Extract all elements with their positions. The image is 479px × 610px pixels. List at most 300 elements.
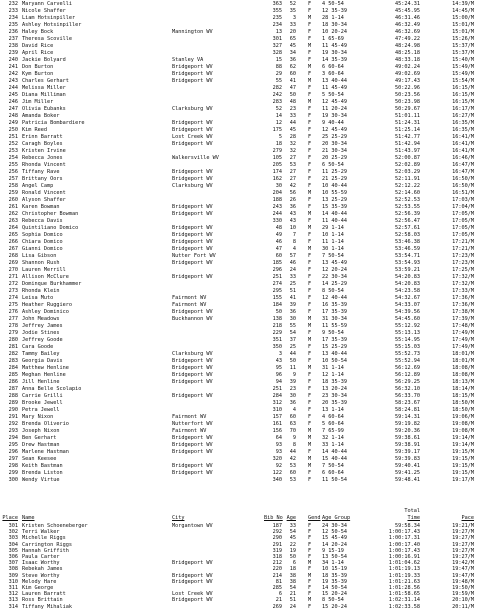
cell-gender: F <box>308 232 312 238</box>
table-row <box>0 155 479 162</box>
cell-gender: F <box>308 106 312 112</box>
table-row <box>0 218 479 225</box>
cell-pace: 17:23/M <box>452 253 474 259</box>
cell-name: Ashley Hotsinpiller <box>22 22 82 28</box>
cell-bib: 285 <box>272 585 282 591</box>
cell-time: 46:31.46 <box>395 15 420 21</box>
cell-gender: F <box>308 591 312 598</box>
cell-gender: F <box>308 302 312 308</box>
cell-gender: M <box>308 597 312 604</box>
cell-pace: 19:14/M <box>452 442 474 448</box>
cell-bib: 156 <box>272 428 282 434</box>
cell-age: 33 <box>289 22 296 28</box>
header-name: Name <box>22 515 35 521</box>
cell-gender: M <box>308 246 312 252</box>
cell-bib: 94 <box>275 379 282 385</box>
cell-pace: 15:01/M <box>452 22 474 28</box>
cell-bib: 363 <box>272 1 282 7</box>
cell-name: Theresa Scoville <box>22 36 72 42</box>
cell-bib: 205 <box>272 162 282 168</box>
cell-place: 245 <box>8 92 18 98</box>
cell-name: Jeffrey James <box>22 323 63 329</box>
cell-bib: 48 <box>275 225 282 231</box>
cell-pace: 17:32/M <box>452 281 474 287</box>
cell-pace: 18:50/M <box>452 400 474 406</box>
cell-pace: 18:01/M <box>452 358 474 364</box>
cell-place: 241 <box>8 64 18 70</box>
cell-gender: F <box>308 162 312 168</box>
cell-gender: F <box>308 535 312 542</box>
cell-pace: 15:00/M <box>452 15 474 21</box>
cell-city: Clarksburg WV <box>172 183 213 189</box>
cell-age: 11 <box>289 365 296 371</box>
cell-gender: F <box>308 267 312 273</box>
cell-city: Bridgeport WV <box>172 365 213 371</box>
cell-time: 48:33.18 <box>395 57 420 63</box>
cell-age: 45 <box>289 43 296 49</box>
cell-age-group: 25 25-29 <box>322 134 347 140</box>
cell-city: Bridgeport WV <box>172 358 213 364</box>
table-row <box>0 337 479 344</box>
cell-age-group: 24 30-34 <box>322 523 347 529</box>
cell-gender: F <box>308 578 312 585</box>
cell-name: Rebecca Jones <box>22 155 63 161</box>
cell-time: 52:56.39 <box>395 211 420 217</box>
cell-city: Clarksburg WV <box>172 351 213 357</box>
cell-place: 288 <box>8 393 18 399</box>
cell-age: 55 <box>289 323 296 329</box>
table-row <box>0 176 479 183</box>
cell-name: Mary Nixon <box>22 414 54 420</box>
cell-bib: 187 <box>272 523 282 529</box>
cell-name: Kristen Irvine <box>22 148 66 154</box>
cell-gender: F <box>308 288 312 294</box>
cell-age: 36 <box>289 57 296 63</box>
cell-bib: 274 <box>272 281 282 287</box>
cell-city: Morgantown WV <box>172 523 213 529</box>
cell-bib: 291 <box>272 541 282 548</box>
cell-age: 47 <box>289 85 296 91</box>
cell-pace: 17:03/M <box>452 197 474 203</box>
cell-age-group: 9 40-44 <box>322 120 344 126</box>
cell-age: 53 <box>289 477 296 483</box>
cell-gender: F <box>308 120 312 126</box>
table-row <box>0 225 479 232</box>
cell-time: 52:58.03 <box>395 232 420 238</box>
table-row <box>0 351 479 358</box>
cell-place: 232 <box>8 1 18 7</box>
cell-age-group: 31 1-14 <box>322 365 344 371</box>
cell-gender: F <box>308 197 312 203</box>
cell-gender: F <box>308 295 312 301</box>
cell-age: 33 <box>289 113 296 119</box>
cell-time: 59:58.34 <box>395 523 420 529</box>
cell-pace: 18:14/M <box>452 386 474 392</box>
cell-place: 233 <box>8 8 18 14</box>
cell-time: 50:22.96 <box>395 85 420 91</box>
cell-bib: 296 <box>272 267 282 273</box>
cell-time: 52:14.60 <box>395 190 420 196</box>
cell-pace: 19:08/M <box>452 428 474 434</box>
cell-bib: 93 <box>275 449 282 455</box>
cell-time: 59:38.91 <box>395 442 420 448</box>
cell-place: 259 <box>8 190 18 196</box>
cell-pace: 17:21/M <box>452 246 474 252</box>
cell-place: 238 <box>8 43 18 49</box>
cell-bib: 50 <box>275 309 282 315</box>
cell-name: Heather Ruggiero <box>22 302 72 308</box>
cell-gender: F <box>308 183 312 189</box>
cell-bib: 355 <box>272 8 282 14</box>
cell-age-group: 7 65-99 <box>322 428 344 434</box>
cell-time: 1:02:33.58 <box>388 603 420 610</box>
cell-place: 255 <box>8 162 18 168</box>
cell-name: Sean Keesee <box>22 456 57 462</box>
cell-pace: 17:36/M <box>452 302 474 308</box>
cell-pace: 16:41/M <box>452 141 474 147</box>
cell-bib: 64 <box>275 435 282 441</box>
table-row <box>0 344 479 351</box>
cell-time: 1:00:17.43 <box>388 547 420 554</box>
table-row <box>0 134 479 141</box>
header-time: Time <box>407 515 420 521</box>
cell-age: 65 <box>289 36 296 42</box>
cell-age: 44 <box>289 449 296 455</box>
cell-place: 309 <box>8 572 18 579</box>
cell-place: 313 <box>8 597 18 604</box>
cell-gender: F <box>308 585 312 591</box>
cell-bib: 269 <box>272 603 282 610</box>
cell-gender: M <box>308 560 312 567</box>
cell-time: 53:59.21 <box>395 267 420 273</box>
cell-age-group: 1 65-69 <box>322 36 344 42</box>
cell-gender: F <box>308 547 312 554</box>
cell-place: 264 <box>8 225 18 231</box>
table-row <box>0 435 479 442</box>
cell-name: Carrington Riggs <box>22 541 72 548</box>
cell-time: 55:52.73 <box>395 351 420 357</box>
cell-age-group: 19 30-34 <box>322 50 347 56</box>
cell-place: 248 <box>8 113 18 119</box>
cell-age: 39 <box>289 302 296 308</box>
cell-age-group: 11 40-44 <box>322 218 347 224</box>
cell-age: 6 <box>292 560 296 567</box>
cell-pace: 18:15/M <box>452 393 474 399</box>
cell-pace: 16:17/M <box>452 106 474 112</box>
cell-age: 27 <box>289 155 296 161</box>
cell-name: Chiara Domico <box>22 239 63 245</box>
cell-age: 7 <box>292 232 296 238</box>
cell-age: 56 <box>289 190 296 196</box>
cell-age: 42 <box>289 183 296 189</box>
cell-time: 48:24.98 <box>395 43 420 49</box>
cell-name: Keith Bastman <box>22 463 63 469</box>
cell-bib: 212 <box>272 560 282 567</box>
cell-time: 53:46.59 <box>395 246 420 252</box>
cell-pace: 19:27/M <box>452 547 474 554</box>
cell-city: Fairmont WV <box>172 414 207 420</box>
cell-time: 59:39.17 <box>395 449 420 455</box>
cell-city: Bridgeport WV <box>172 260 213 266</box>
cell-city: Bridgeport WV <box>172 470 213 476</box>
cell-name: Steve Worthy <box>22 572 60 579</box>
cell-bib: 122 <box>272 470 282 476</box>
cell-bib: 47 <box>275 246 282 252</box>
cell-age-group: 8 50-54 <box>322 288 344 294</box>
cell-place: 272 <box>8 281 18 287</box>
cell-city: Fairmont WV <box>172 295 207 301</box>
cell-place: 257 <box>8 176 18 182</box>
cell-place: 282 <box>8 351 18 357</box>
cell-name: Jill Henline <box>22 379 60 385</box>
cell-city: Bridgeport WV <box>172 246 213 252</box>
cell-age: 44 <box>289 120 296 126</box>
cell-age: 10 <box>289 225 296 231</box>
cell-bib: 52 <box>275 106 282 112</box>
cell-pace: 14:39/M <box>452 1 474 7</box>
cell-time: 1:00:17.40 <box>388 541 420 548</box>
cell-name: Diana Milliman <box>22 92 66 98</box>
cell-pace: 18:50/M <box>452 407 474 413</box>
cell-name: John Meadows <box>22 316 60 322</box>
cell-bib: 251 <box>272 386 282 392</box>
cell-city: Buckhannon WV <box>172 316 213 322</box>
cell-place: 254 <box>8 155 18 161</box>
cell-pace: 20:11/M <box>452 603 474 610</box>
cell-bib: 330 <box>272 218 282 224</box>
cell-name: Drew Hastman <box>22 442 60 448</box>
cell-city: Bridgeport WV <box>172 225 213 231</box>
cell-age-group: 5 50-54 <box>322 92 344 98</box>
cell-city: Stanley VA <box>172 57 204 63</box>
cell-bib: 6 <box>278 591 282 598</box>
table-row <box>0 295 479 302</box>
cell-place: 311 <box>8 585 18 591</box>
table-row <box>0 477 479 484</box>
cell-name: Quintiliano Domico <box>22 225 79 231</box>
cell-age-group: 10 40-44 <box>322 183 347 189</box>
cell-time: 58:23.67 <box>395 400 420 406</box>
cell-time: 1:01:28.56 <box>388 585 420 591</box>
cell-age-group: 12 40-44 <box>322 295 347 301</box>
cell-bib: 15 <box>275 57 282 63</box>
cell-bib: 88 <box>275 64 282 70</box>
cell-place: 267 <box>8 246 18 252</box>
cell-age-group: 15 35-39 <box>322 204 347 210</box>
cell-name: Patricia Bombardiere <box>22 120 85 126</box>
cell-name: Ashley Dominico <box>22 309 69 315</box>
cell-age: 50 <box>289 92 296 98</box>
cell-bib: 242 <box>272 92 282 98</box>
cell-pace: 19:15/M <box>452 449 474 455</box>
cell-name: Jodie Stines <box>22 330 60 336</box>
cell-bib: 229 <box>272 330 282 336</box>
cell-pace: 16:15/M <box>452 92 474 98</box>
table-row <box>0 442 479 449</box>
cell-age: 62 <box>289 64 296 70</box>
cell-time: 59:20.36 <box>395 428 420 434</box>
cell-age-group: 14 35-39 <box>322 57 347 63</box>
cell-age-group: 4 50-54 <box>322 1 344 7</box>
cell-bib: 92 <box>275 463 282 469</box>
cell-age-group: 9 15-19 <box>322 547 344 554</box>
cell-age: 54 <box>289 330 296 336</box>
cell-gender: F <box>308 372 312 378</box>
cell-age: 43 <box>289 218 296 224</box>
cell-bib: 243 <box>272 204 282 210</box>
cell-place: 258 <box>8 183 18 189</box>
cell-pace: 20:10/M <box>452 597 474 604</box>
cell-city: Bridgeport WV <box>172 449 213 455</box>
cell-gender: M <box>308 316 312 322</box>
cell-gender: F <box>308 22 312 28</box>
cell-city: Fairmont WV <box>172 428 207 434</box>
cell-gender: F <box>308 148 312 154</box>
table-row <box>0 288 479 295</box>
cell-pace: 16:15/M <box>452 99 474 105</box>
cell-gender: F <box>308 239 312 245</box>
cell-bib: 49 <box>275 232 282 238</box>
cell-age-group: 13 45-49 <box>322 260 347 266</box>
cell-bib: 351 <box>272 337 282 343</box>
cell-place: 269 <box>8 260 18 266</box>
cell-pace: 19:59/M <box>452 591 474 598</box>
table-row <box>0 8 479 15</box>
cell-bib: 235 <box>272 15 282 21</box>
cell-city: Walkersville WV <box>172 155 219 161</box>
cell-bib: 188 <box>272 197 282 203</box>
cell-pace: 15:37/M <box>452 50 474 56</box>
cell-city: Nutter Fort WV <box>172 253 216 259</box>
cell-time: 51:42.94 <box>395 141 420 147</box>
table-row <box>0 204 479 211</box>
cell-age: 30 <box>289 316 296 322</box>
cell-gender: F <box>308 50 312 56</box>
cell-time: 55:13.13 <box>395 330 420 336</box>
cell-age-group: 10 20-24 <box>322 29 347 35</box>
cell-age-group: 28 1-14 <box>322 15 344 21</box>
cell-gender: F <box>308 71 312 77</box>
cell-place: 273 <box>8 288 18 294</box>
cell-pace: 16:35/M <box>452 127 474 133</box>
cell-city: Bridgeport WV <box>172 597 213 604</box>
cell-gender: F <box>308 155 312 161</box>
cell-age: 53 <box>289 162 296 168</box>
table-row <box>0 92 479 99</box>
cell-age: 33 <box>289 274 296 280</box>
cell-time: 51:01.11 <box>395 113 420 119</box>
cell-age-group: 20 35-39 <box>322 400 347 406</box>
cell-age: 39 <box>289 379 296 385</box>
cell-pace: 19:14/M <box>452 435 474 441</box>
cell-pace: 15:26/M <box>452 36 474 42</box>
table-row <box>0 463 479 470</box>
cell-place: 242 <box>8 71 18 77</box>
cell-city: Bridgeport WV <box>172 239 213 245</box>
cell-pace: 19:27/M <box>452 529 474 536</box>
cell-age-group: 9 50-54 <box>322 330 344 336</box>
cell-bib: 43 <box>275 358 282 364</box>
cell-place: 234 <box>8 15 18 21</box>
cell-name: Isaac Worthy <box>22 560 60 567</box>
cell-place: 268 <box>8 253 18 259</box>
table-row <box>0 330 479 337</box>
cell-place: 256 <box>8 169 18 175</box>
cell-age-group: 12 45-49 <box>322 99 347 105</box>
cell-gender: F <box>308 169 312 175</box>
cell-age-group: 13 20-24 <box>322 386 347 392</box>
cell-age-group: 34 1-14 <box>322 560 344 567</box>
header-age-group: Age Group <box>322 515 351 521</box>
cell-bib: 3 <box>278 351 282 357</box>
table-row <box>0 260 479 267</box>
cell-gender: F <box>308 176 312 182</box>
cell-city: Bridgeport WV <box>172 435 213 441</box>
cell-age-group: 12 35-39 <box>322 8 347 14</box>
cell-city: Bridgeport WV <box>172 211 213 217</box>
cell-pace: 15:49/M <box>452 64 474 70</box>
cell-time: 59:38.61 <box>395 435 420 441</box>
cell-age-group: 12 50-54 <box>322 529 347 536</box>
cell-name: Georgia Davis <box>22 358 63 364</box>
cell-age-group: 12 20-24 <box>322 267 347 273</box>
cell-age-group: 10 1-14 <box>322 232 344 238</box>
table-row <box>0 1 479 8</box>
cell-time: 55:15.03 <box>395 344 420 350</box>
cell-pace: 18:08/M <box>452 365 474 371</box>
cell-time: 1:01:21.63 <box>388 578 420 585</box>
cell-name: Terri Walker <box>22 529 60 536</box>
table-row <box>0 106 479 113</box>
cell-place: 278 <box>8 323 18 329</box>
cell-pace: 17:49/M <box>452 330 474 336</box>
cell-time: 52:52.53 <box>395 197 420 203</box>
cell-city: Clarksburg WV <box>172 106 213 112</box>
cell-pace: 19:17/M <box>452 477 474 483</box>
cell-age-group: 14 40-44 <box>322 449 347 455</box>
table-row <box>0 85 479 92</box>
cell-time: 51:24.31 <box>395 120 420 126</box>
cell-bib: 55 <box>275 78 282 84</box>
table-row <box>0 379 479 386</box>
cell-time: 54:20.83 <box>395 281 420 287</box>
table-row <box>0 15 479 22</box>
cell-age: 28 <box>289 134 296 140</box>
header-gend: Gend <box>308 515 321 521</box>
cell-place: 294 <box>8 435 18 441</box>
cell-gender: M <box>308 337 312 343</box>
cell-place: 271 <box>8 274 18 280</box>
cell-gender: F <box>308 253 312 259</box>
cell-time: 52:03.29 <box>395 169 420 175</box>
cell-place: 300 <box>8 477 18 483</box>
header-total: Total <box>404 508 420 514</box>
cell-gender: F <box>308 218 312 224</box>
cell-place: 237 <box>8 36 18 42</box>
cell-pace: 19:15/M <box>452 456 474 462</box>
cell-name: Gianni Domico <box>22 246 63 252</box>
cell-name: Brenda Oliverio <box>22 421 69 427</box>
cell-pace: 14:45/M <box>452 8 474 14</box>
cell-gender: M <box>308 572 312 579</box>
cell-gender: F <box>308 414 312 420</box>
cell-pace: 15:54/M <box>452 78 474 84</box>
cell-gender: M <box>308 365 312 371</box>
cell-city: Bridgeport WV <box>172 127 213 133</box>
cell-pace: 16:50/M <box>452 176 474 182</box>
cell-time: 56:12.89 <box>395 372 420 378</box>
cell-name: Kim Reed <box>22 127 47 133</box>
